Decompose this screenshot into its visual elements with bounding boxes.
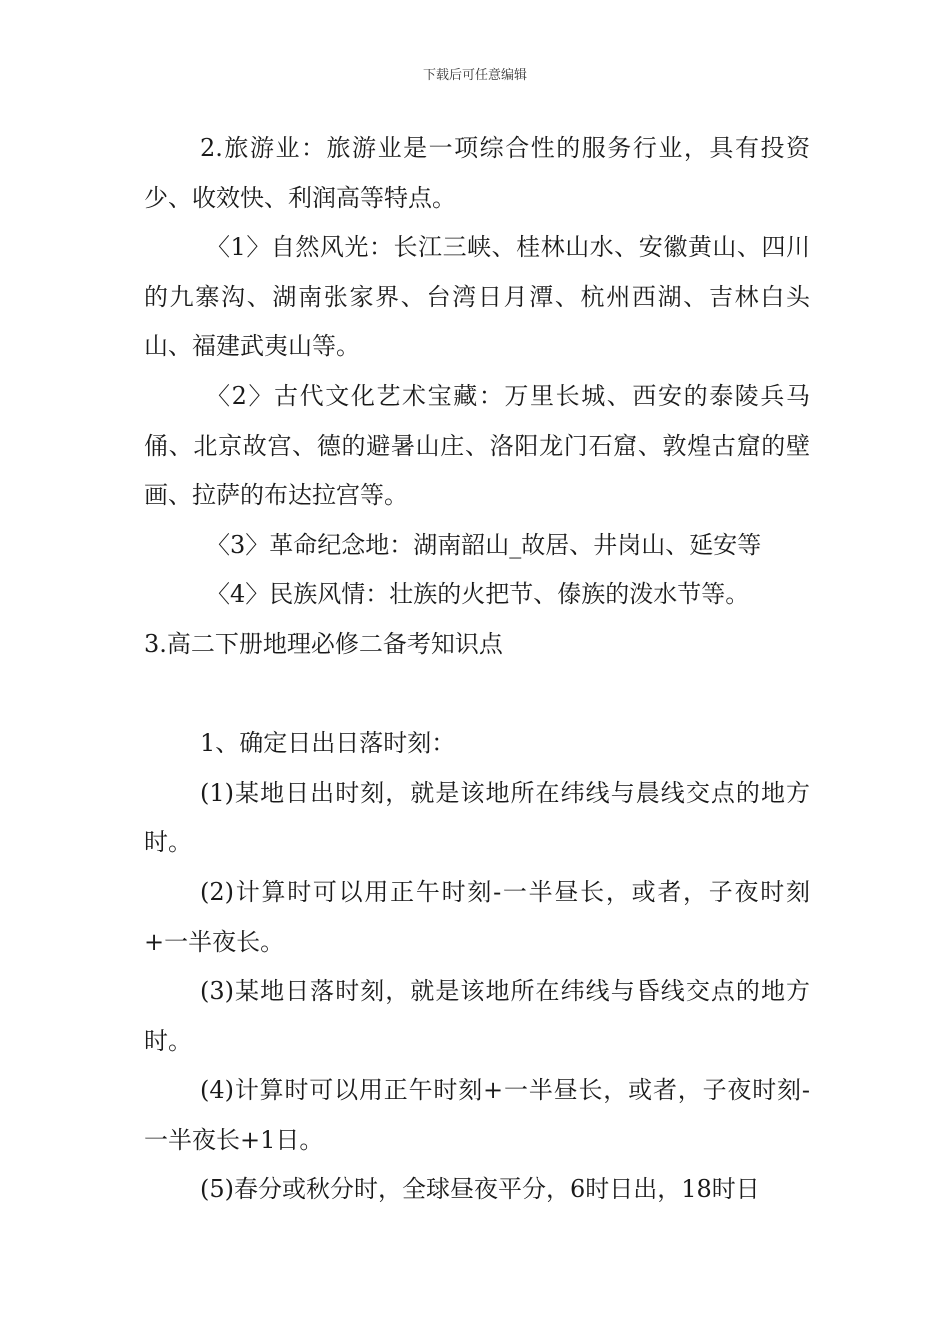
list-item-1: (1)某地日出时刻，就是该地所在纬线与晨线交点的地方时。 — [144, 778, 810, 857]
section-heading: 3.高二下册地理必修二备考知识点 — [144, 629, 503, 658]
paragraph-tourism-intro: 2.旅游业：旅游业是一项综合性的服务行业，具有投资少、收效快、利润高等特点。 — [144, 134, 810, 212]
list-item-5: (5)春分或秋分时，全球昼夜平分，6时日出，18时日 — [200, 1175, 760, 1204]
list-item-4: (4)计算时可以用正午时刻+一半昼长，或者，子夜时刻-一半夜长+1日。 — [144, 1076, 810, 1154]
paragraph-revolutionary-sites: 〈3〉革命纪念地：湖南韶山_故居、井岗山、延安等 — [206, 530, 762, 559]
list-item-2: (2)计算时可以用正午时刻-一半昼长，或者，子夜时刻+一半夜长。 — [144, 877, 810, 956]
page-header-note: 下载后可任意编辑 — [422, 68, 527, 83]
paragraph-ancient-culture: 〈2〉古代文化艺术宝藏：万里长城、西安的泰陵兵马俑、北京故宫、德的避暑山庄、洛阳龙门石窟、敦煌古窟的壁画、拉萨的布达拉宫等。 — [144, 381, 810, 510]
subheading-sunrise-sunset: 1、确定日出日落时刻： — [200, 729, 456, 758]
blank-line — [144, 670, 810, 720]
document-body — [144, 124, 810, 1215]
paragraph-ethnic-customs: 〈4〉民族风情：壮族的火把节、傣族的泼水节等。 — [206, 580, 750, 609]
paragraph-natural-scenery: 〈1〉自然风光：长江三峡、桂林山水、安徽黄山、四川的九寨沟、湖南张家界、台湾日月潭、杭州西湖、吉林白头山、福建武夷山等。 — [144, 233, 810, 361]
list-item-3: (3)某地日落时刻，就是该地所在纬线与昏线交点的地方时。 — [144, 977, 810, 1055]
